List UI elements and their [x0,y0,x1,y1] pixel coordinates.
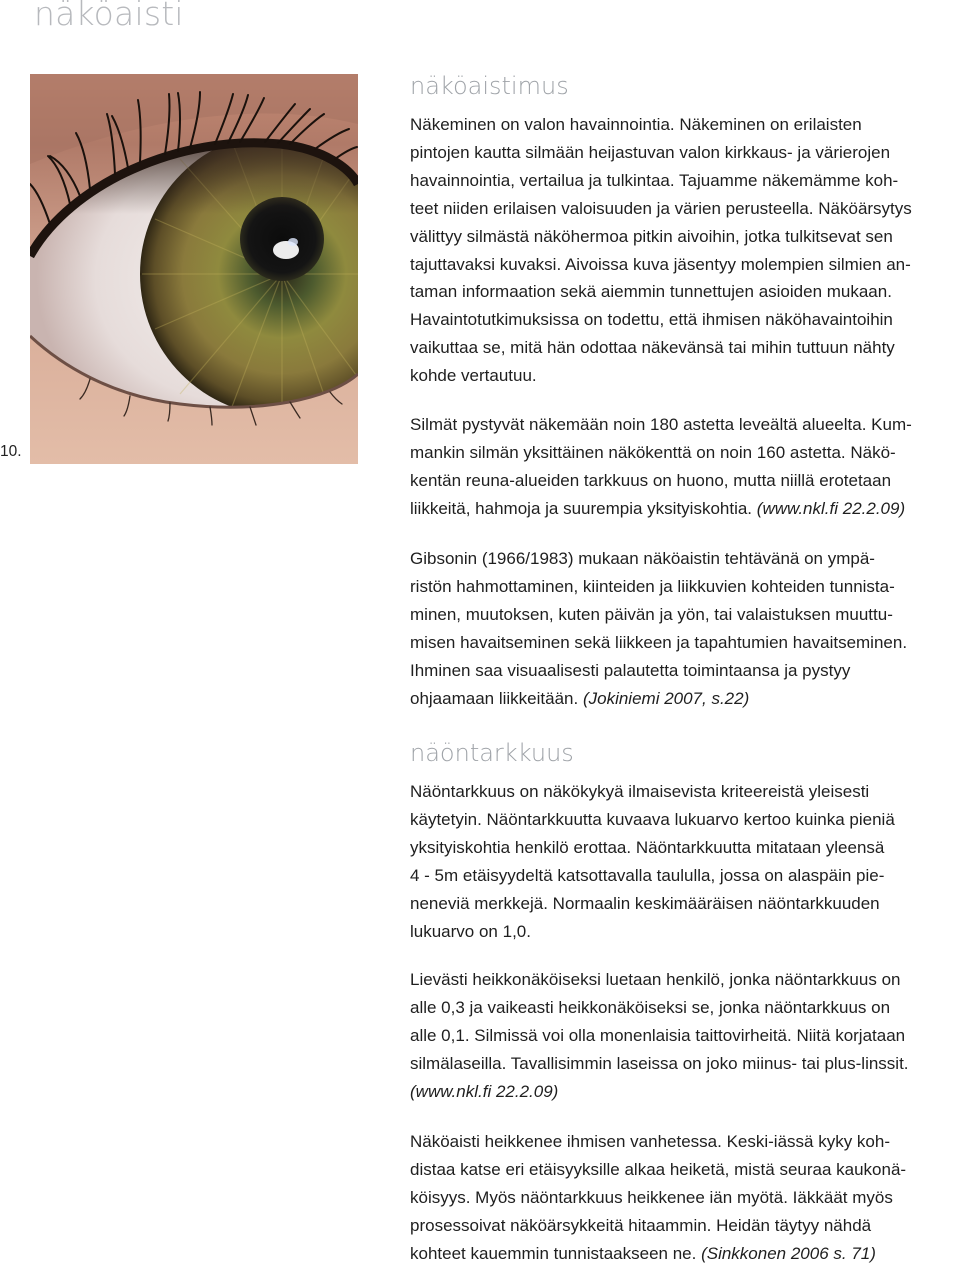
text-line: distaa katse eri etäisyyksille alkaa heiketä, mistä seuraa kaukonä- [410,1159,907,1179]
text-line: prosessoivat näköärsykkeitä hitaammin. Heidän täytyy nähdä [410,1215,872,1235]
citation: (www.nkl.fi 22.2.09) [410,1081,559,1101]
page-number: 10. [0,443,22,460]
text-line: välittyy silmästä näköhermoa pitkin aivoihin, jotka tulkitsevat sen [410,226,893,246]
eye-photo [30,74,358,464]
paragraph-nakoaistimus [410,111,960,390]
text-line: minen, muutoksen, kuten päivän ja yön, tai valaistuksen muuttu- [410,604,893,624]
paragraph-lievasti [410,966,960,1106]
paragraph-naontarkkuus [410,778,960,945]
text-line: Silmät pystyvät näkemään noin 180 astetta leveältä alueelta. Kum- [410,415,912,434]
text-line: teet niiden erilaisen valoisuuden ja värien perusteella. Näköärsytys [410,198,912,218]
text-line: ristön hahmottaminen, kiinteiden ja liikkuvien kohteiden tunnista- [410,576,895,596]
text-line: havainnointia, vertailua ja tulkintaa. Tajuamme näkemämme koh- [410,170,899,190]
text-line: Gibsonin (1966/1983) mukaan näköaistin tehtävänä on ympä- [410,549,875,568]
text-line: kentän reuna-alueiden tarkkuus on huono, mutta niillä erotetaan [410,470,892,490]
text-line: tajuttavaksi kuvaksi. Aivoissa kuva jäsentyy molempien silmien an- [410,254,911,274]
page-title: näköaisti [34,0,184,33]
text-line: alle 0,3 ja vaikeasti heikkonäköiseksi se, jonka näöntarkkuus on [410,997,891,1017]
text-line: Havaintotutkimuksissa on todettu, että ihmisen näköhavaintoihin [410,310,893,330]
paragraph-silmat [410,411,960,523]
text-line: pintojen kautta silmään heijastuvan valon kirkkaus- ja värierojen [410,142,891,162]
citation: (Sinkkonen 2006 s. 71) [701,1243,876,1263]
text-line: lukuarvo on 1,0. [410,921,531,941]
text-line: liikkeitä, hahmoja ja suurempia yksityiskohtia. [410,498,753,518]
text-line: neneviä merkkejä. Normaalin keskimääräisen näöntarkkuuden [410,893,880,913]
text-line: kohteet kauemmin tunnistaakseen ne. [410,1243,697,1263]
citation: (Jokiniemi 2007, s.22) [582,688,750,708]
paragraph-heikkenee [410,1128,960,1268]
section-naontarkkuus [410,738,960,945]
text-line: misen havaitseminen sekä liikkeen ja tapahtumien havaitseminen. [410,632,908,652]
text-line: vaikuttaa se, mitä hän odottaa näkevänsä tai mihin tuttuun nähty [410,338,895,358]
text-line: Lievästi heikkonäköiseksi luetaan henkilö, jonka näöntarkkuus on [410,970,901,989]
text-line: kohde vertautuu. [410,366,537,386]
text-line: käytetyin. Näöntarkkuutta kuvaava lukuarvo kertoo kuinka pieniä [410,809,895,829]
text-line: ohjaamaan liikkeitään. [410,688,579,708]
text-line: 4 - 5m etäisyydeltä katsottavalla taululla, jossa on alaspäin pie- [410,865,885,885]
text-line: mankin silmän yksittäinen näkökenttä on noin 160 astetta. Näkö- [410,442,896,462]
text-line: yksityiskohtia henkilö erottaa. Näöntarkkuutta mitataan yleensä [410,837,885,857]
text-line: silmälaseilla. Tavallisimmin laseissa on joko miinus- tai plus-linssit. [410,1053,909,1073]
section-heading: näköaistimus [410,72,569,100]
text-line: alle 0,1. Silmissä voi olla monenlaisia taittovirheitä. Niitä korjataan [410,1025,906,1045]
text-line: taman informaation sekä aiemmin tunnettujen asioiden mukaan. [410,282,892,302]
text-line: Näköaisti heikkenee ihmisen vanhetessa. Keski-iässä kyky koh- [410,1132,891,1151]
paragraph-gibson [410,545,960,712]
text-line: Ihminen saa visuaalisesti palautetta toimintaansa ja pystyy [410,660,851,680]
section-heading: näöntarkkuus [410,739,574,767]
text-line: Näöntarkkuus on näkökykyä ilmaisevista kriteereistä yleisesti [410,782,870,801]
text-line: köisyys. Myös näöntarkkuus heikkenee iän myötä. Iäkkäät myös [410,1187,893,1207]
section-nakoaistimus [410,71,960,390]
text-line: Näkeminen on valon havainnointia. Näkeminen on erilaisten [410,115,862,134]
citation: (www.nkl.fi 22.2.09) [756,498,906,518]
